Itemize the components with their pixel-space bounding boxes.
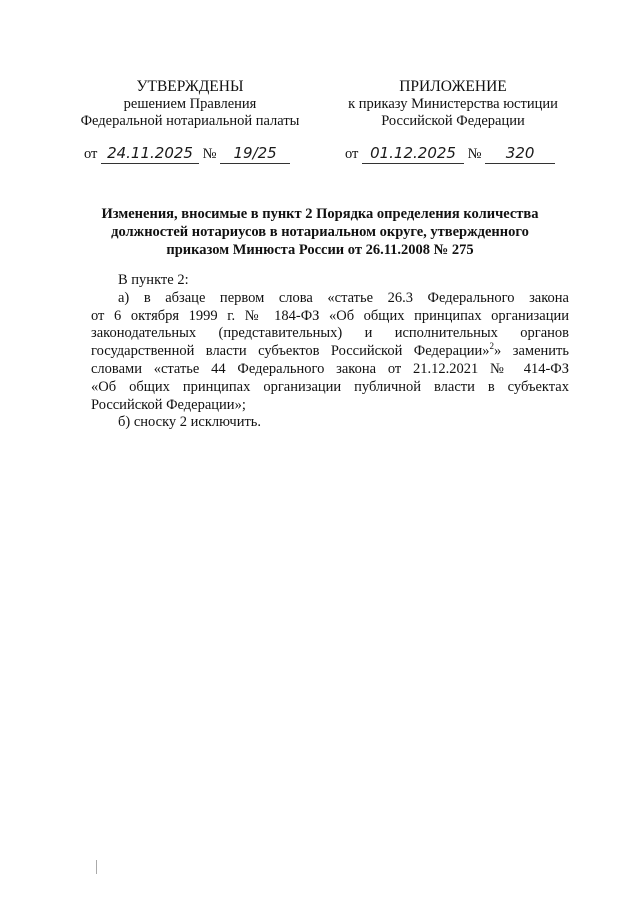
item-a-line bbox=[91, 343, 569, 361]
handwritten-number: 320 bbox=[485, 143, 555, 164]
date-prefix: от bbox=[84, 146, 98, 162]
item-a-line: а) в абзаце первом слова «статье 26.3 Федерального закона bbox=[118, 289, 569, 306]
approval-line-1: решением Правления bbox=[123, 95, 257, 112]
number-prefix: № bbox=[467, 146, 482, 162]
handwritten-number: 19/25 bbox=[220, 143, 290, 164]
footnote-mark: 2 bbox=[489, 341, 495, 352]
item-a-line: «Об общих принципах организации публичной власти в субъектах bbox=[91, 378, 569, 395]
title-line: Изменения, вносимые в пункт 2 Порядка определения количества bbox=[101, 206, 539, 222]
document-body bbox=[91, 272, 569, 432]
item-a-line: законодательных (представительных) и исполнительных органов bbox=[91, 325, 569, 342]
approval-line-2: Федеральной нотариальной палаты bbox=[80, 113, 300, 129]
approval-date-row bbox=[84, 143, 290, 164]
appendix-block bbox=[333, 78, 573, 131]
item-a-line: словами «статье 44 Федерального закона от 21.12.2021 № 414-ФЗ bbox=[91, 360, 569, 377]
title-line: приказом Минюста России от 26.11.2008 № 275 bbox=[166, 242, 474, 258]
appendix-date-row bbox=[345, 143, 555, 164]
intro-line: В пункте 2: bbox=[118, 272, 189, 288]
scan-mark bbox=[96, 860, 97, 874]
line-text: государственной власти субъектов Российской Федерации» bbox=[91, 343, 490, 360]
approval-heading: УТВЕРЖДЕНЫ bbox=[136, 78, 244, 95]
approval-block bbox=[70, 78, 310, 131]
handwritten-date: 01.12.2025 bbox=[362, 143, 464, 164]
appendix-heading: ПРИЛОЖЕНИЕ bbox=[399, 78, 507, 95]
handwritten-date: 24.11.2025 bbox=[101, 143, 199, 164]
date-prefix: от bbox=[345, 146, 359, 162]
title-line: должностей нотариусов в нотариальном округе, утвержденного bbox=[111, 224, 529, 240]
item-a-line: от 6 октября 1999 г. № 184-ФЗ «Об общих принципах организации bbox=[91, 307, 569, 324]
number-prefix: № bbox=[202, 146, 217, 162]
item-a-line: Российской Федерации»; bbox=[91, 396, 246, 413]
line-tail: » заменить bbox=[494, 343, 569, 360]
document-title bbox=[70, 205, 570, 259]
appendix-line-2: Российской Федерации bbox=[381, 113, 525, 129]
item-b-line: б) сноску 2 исключить. bbox=[118, 414, 262, 431]
appendix-line-1: к приказу Министерства юстиции bbox=[348, 95, 558, 112]
